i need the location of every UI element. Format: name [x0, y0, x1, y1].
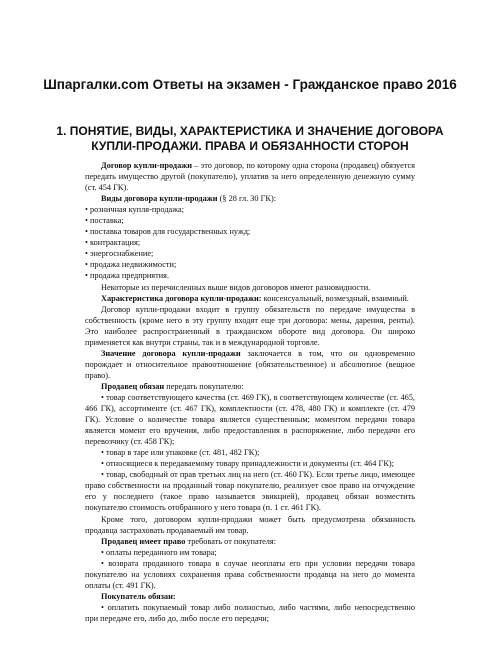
term-characteristics: Характеристика договора купли-продажи:: [101, 293, 262, 303]
list-item: • оплатить покупаемый товар либо полностью, либо частями, либо непосредственно при передаче его, либо до, либо после его передачи;: [85, 602, 415, 623]
paragraph-seller-rights: Продавец имеет право требовать от покупателя:: [101, 536, 277, 546]
paragraph-buyer-duties: [85, 591, 415, 602]
document-body: [85, 160, 415, 624]
term-seller-duties: Продавец обязан: [101, 381, 165, 391]
term-buyer-duties: Покупатель обязан:: [101, 591, 176, 601]
paragraph-characteristics: Характеристика договора купли-продажи: консенсуальный, возмездный, взаимный.: [101, 293, 409, 303]
list-item: • продажа предприятия.: [85, 271, 170, 281]
section-title: 1. ПОНЯТИЕ, ВИДЫ, ХАРАКТЕРИСТИКА И ЗНАЧЕНИЕ ДОГОВОРА КУПЛИ-ПРОДАЖИ. ПРАВА И ОБЯЗАННОСТИ СТОРОН: [56, 124, 444, 153]
term-types: Виды договора купли-продажи: [101, 194, 218, 204]
list-item: • оплаты переданного им товара;: [101, 547, 217, 557]
list-item: • товар соответствующего качества (ст. 469 ГК), в соответствующем количестве (ст. 465, 466 ГК), ассортименте (ст. 467 ГК), комплектности (ст. 478, 480 ГК) и комплекте (ст. 479 ГК). Условие о количестве товара является существенным; моментом передачи товара является момент его вручения, либо предоставления в распоряжение, либо передачи его перевозчику (ст. 458 ГК);: [85, 392, 415, 447]
list-item: • поставка;: [85, 216, 124, 226]
paragraph-insurance: Кроме того, договором купли-продажи может быть предусмотрена обязанность продавца застраховать продаваемый им товар.: [85, 514, 415, 535]
paragraph-definition: Договор купли-продажи – это договор, по которому одна сторона (продавец) обязуется передать имущество другой (покупателю), уплатив за него определенную денежную сумму (ст. 454 ГК).: [85, 161, 415, 193]
list-item: • товар, свободный от прав третьих лиц на него (ст. 460 ГК). Если третье лицо, имеющее право собственности на проданный товар покупателю, реализует свое право на отчуждение его у последнего (такое право называется эвикцией), продавец обязан возместить покупателю стоимость отобранного у него товара (п. 1 ст. 461 ГК).: [85, 470, 415, 513]
document-title: Шпаргалки.com Ответы на экзамен - Гражданское право 2016: [43, 77, 457, 92]
list-item: • поставка товаров для государственных нужд;: [85, 227, 251, 237]
list-item: • энергоснабжение;: [85, 249, 154, 259]
list-item: • розничная купля-продажа;: [85, 205, 184, 215]
term-definition: Договор купли-продажи: [101, 161, 193, 170]
paragraph-significance: Значение договора купли-продажи заключается в том, что он одновременно порождает и относительное правоотношение (обязательственное) и абсолютное (вещное право).: [85, 348, 415, 380]
paragraph-group: Договор купли-продажи входит в группу обязательств по передаче имущества в собственность (кроме него в эту группу входят еще три договора: мены, дарения, ренты). Это наиболее распространенный в гражданском обороте вид договора. Он широко применяется как внутри страны, так и в международной торговле.: [85, 304, 415, 347]
paragraph-seller-duties: Продавец обязан передать покупателю:: [101, 381, 244, 391]
term-seller-rights: Продавец имеет право: [101, 536, 186, 546]
list-item: • продажа недвижимости;: [85, 260, 177, 270]
term-significance: Значение договора купли-продажи: [101, 348, 241, 358]
list-item: • контрактация;: [85, 238, 141, 248]
list-item: • товар в таре или упаковке (ст. 481, 482 ГК);: [101, 448, 260, 458]
list-item: • относящиеся к передаваемому товару принадлежности и документы (ст. 464 ГК);: [101, 459, 394, 469]
paragraph-varieties: Некоторые из перечисленных выше видов договоров имеют разновидности.: [101, 282, 371, 292]
list-item: • возврата проданного товара в случае неоплаты его при условии передачи товара покупателю на условиях сохранения права собственности продавца на него до момента оплаты (ст. 491 ГК).: [85, 558, 415, 590]
paragraph-types: Виды договора купли-продажи (§ 28 гл. 30 ГК):: [101, 194, 277, 204]
